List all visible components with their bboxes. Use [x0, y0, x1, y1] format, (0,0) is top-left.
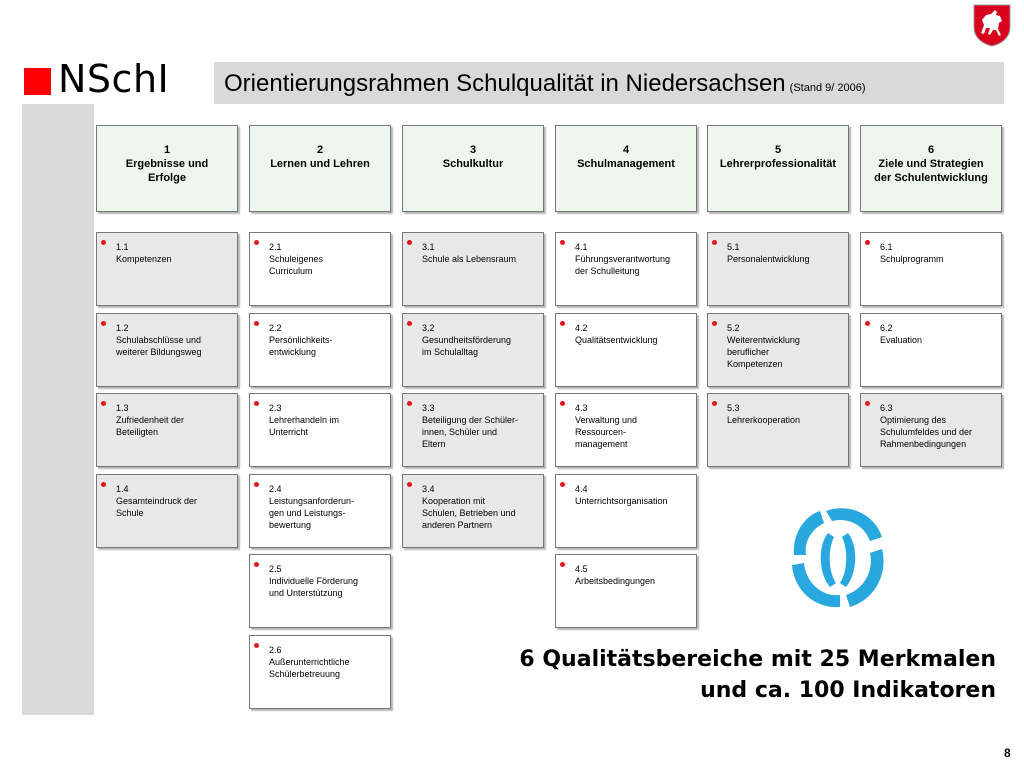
criterion-card-3-2	[402, 313, 544, 387]
criterion-text: 3.3 Beteiligung der Schüler- innen, Schüler und Eltern	[422, 403, 519, 449]
criterion-text: 2.2 Persönlichkeits- entwicklung	[269, 323, 333, 357]
criterion-card-4-3	[555, 393, 697, 467]
red-bullet-icon	[865, 240, 870, 245]
criterion-card-3-1	[402, 232, 544, 306]
criterion-text: 1.3 Zufriedenheit der Beteiligten	[116, 403, 185, 437]
red-bullet-icon	[407, 240, 412, 245]
criterion-text: 2.5 Individuelle Förderung und Unterstützung	[269, 564, 359, 598]
criterion-card-3-3	[402, 393, 544, 467]
red-bullet-icon	[865, 401, 870, 406]
criterion-card-3-4	[402, 474, 544, 548]
red-bullet-icon	[560, 240, 565, 245]
red-bullet-icon	[407, 401, 412, 406]
criterion-text: 6.2 Evaluation	[880, 323, 923, 345]
red-bullet-icon	[712, 401, 717, 406]
criterion-card-2-6	[249, 635, 391, 709]
criterion-text: 4.4 Unterrichtsorganisation	[575, 484, 668, 506]
criterion-card-4-4	[555, 474, 697, 548]
column-heading-3	[402, 125, 544, 212]
criterion-text: 1.2 Schulabschlüsse und weiterer Bildungsweg	[116, 323, 202, 357]
criterion-card-2-5	[249, 554, 391, 628]
column-heading-4-text: 4 Schulmanagement	[577, 144, 675, 170]
lower-saxony-horse-crest-icon	[972, 3, 1012, 47]
criterion-card-6-3	[860, 393, 1002, 467]
brand-red-square	[24, 68, 51, 95]
summary-line-2: und ca. 100 Indikatoren	[700, 678, 996, 703]
red-bullet-icon	[407, 482, 412, 487]
red-bullet-icon	[254, 562, 259, 567]
red-bullet-icon	[254, 482, 259, 487]
red-bullet-icon	[712, 321, 717, 326]
red-bullet-icon	[254, 321, 259, 326]
criterion-text: 3.1 Schule als Lebensraum	[422, 242, 517, 264]
red-bullet-icon	[101, 321, 106, 326]
criterion-card-5-2	[707, 313, 849, 387]
title-stand-note: (Stand 9/ 2006)	[789, 82, 866, 94]
criterion-card-1-2	[96, 313, 238, 387]
column-heading-3-text: 3 Schulkultur	[442, 144, 504, 170]
red-bullet-icon	[560, 401, 565, 406]
criterion-card-1-4	[96, 474, 238, 548]
red-bullet-icon	[560, 562, 565, 567]
brand-name: NSchI	[58, 57, 170, 101]
criterion-text: 3.4 Kooperation mit Schulen, Betrieben und anderen Partnern	[422, 484, 516, 530]
criterion-card-1-3	[96, 393, 238, 467]
criterion-text: 2.3 Lehrerhandeln im Unterricht	[269, 403, 340, 437]
criterion-text: 4.1 Führungsverantwortung der Schulleitung	[575, 242, 671, 276]
red-bullet-icon	[101, 482, 106, 487]
criterion-text: 6.3 Optimierung des Schulumfeldes und der Rahmenbedingungen	[880, 403, 973, 449]
column-heading-5-text: 5 Lehrerprofessionalität	[719, 144, 837, 170]
criterion-text: 3.2 Gesundheitsförderung im Schulalltag	[422, 323, 512, 357]
page-title	[224, 68, 866, 104]
criterion-text: 1.4 Gesamteindruck der Schule	[116, 484, 198, 518]
criterion-text: 6.1 Schulprogramm	[880, 242, 944, 264]
red-bullet-icon	[101, 401, 106, 406]
summary-text	[420, 644, 996, 706]
red-bullet-icon	[101, 240, 106, 245]
red-bullet-icon	[407, 321, 412, 326]
red-bullet-icon	[254, 240, 259, 245]
column-heading-1-text: 1 Ergebnisse und Erfolge	[125, 144, 209, 184]
red-bullet-icon	[254, 643, 259, 648]
criterion-card-2-2	[249, 313, 391, 387]
criterion-text: 5.1 Personalentwicklung	[727, 242, 810, 264]
criterion-text: 4.3 Verwaltung und Ressourcen- management	[575, 403, 638, 449]
criterion-text: 2.1 Schuleigenes Curriculum	[269, 242, 324, 276]
criterion-card-5-1	[707, 232, 849, 306]
criterion-card-4-1	[555, 232, 697, 306]
column-heading-5	[707, 125, 849, 212]
column-heading-2	[249, 125, 391, 212]
column-heading-4	[555, 125, 697, 212]
page-title-text: Orientierungsrahmen Schulqualität in Niedersachsen	[224, 70, 786, 97]
criterion-text: 4.2 Qualitätsentwicklung	[575, 323, 658, 345]
nschi-blue-logo-icon	[788, 503, 888, 611]
criterion-text: 5.2 Weiterentwicklung beruflicher Kompetenzen	[727, 323, 800, 369]
page-number: 8	[1004, 746, 1011, 760]
criterion-card-5-3	[707, 393, 849, 467]
criterion-card-4-2	[555, 313, 697, 387]
red-bullet-icon	[865, 321, 870, 326]
criterion-text: 2.4 Leistungsanforderun- gen und Leistungs- bewertung	[269, 484, 355, 530]
criterion-card-4-5	[555, 554, 697, 628]
left-side-panel	[22, 104, 94, 715]
criterion-card-6-2	[860, 313, 1002, 387]
red-bullet-icon	[560, 321, 565, 326]
red-bullet-icon	[712, 240, 717, 245]
red-bullet-icon	[560, 482, 565, 487]
column-heading-1	[96, 125, 238, 212]
criterion-card-2-1	[249, 232, 391, 306]
criterion-text: 4.5 Arbeitsbedingungen	[575, 564, 656, 586]
column-heading-6	[860, 125, 1002, 212]
criterion-text: 2.6 Außerunterrichtliche Schülerbetreuung	[269, 645, 350, 679]
criterion-text: 1.1 Kompetenzen	[116, 242, 172, 264]
criterion-text: 5.3 Lehrerkooperation	[727, 403, 801, 425]
criterion-card-1-1	[96, 232, 238, 306]
summary-line-1: 6 Qualitätsbereiche mit 25 Merkmalen	[519, 647, 996, 672]
criterion-card-2-4	[249, 474, 391, 548]
column-heading-6-text: 6 Ziele und Strategien der Schulentwicklung	[874, 144, 988, 184]
column-heading-2-text: 2 Lernen und Lehren	[270, 144, 370, 170]
criterion-card-2-3	[249, 393, 391, 467]
criterion-card-6-1	[860, 232, 1002, 306]
red-bullet-icon	[254, 401, 259, 406]
